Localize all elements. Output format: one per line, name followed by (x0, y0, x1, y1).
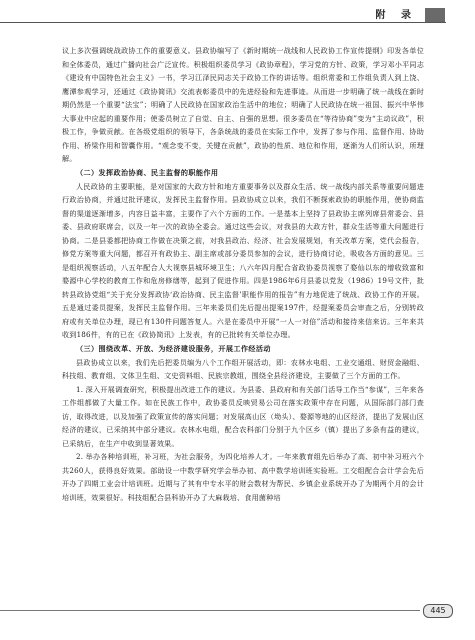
paragraph-4: 1. 深入开展调查研究，积极提出改进工作的建议。为县委、县政府和有关部门活导工作当“参谋”，三年来各工作组都做了大量工作。如在民族工作中，政协委员反映贸易公司在落实政策中存在问题，从国际部门部门查访，取得改进，以及加强了政策宣传的落实问题；对发展高山区（坳头）、婺源等地的山区经济，提出了发展山区经济的建议，已采纳其中部分建议。农林水电组，配合农科部门分别于九个区乡（镇）提出了多条有益的建议，已采纳后，在生产中收到显著效果。 (62, 384, 424, 448)
section-heading-3: （三）围绕改革、开放、为经济建设服务，开展工作经活动 (76, 343, 271, 353)
header-tab-marker (425, 8, 445, 22)
page-body (62, 44, 424, 504)
paragraph-1: 议上多次强调统战政协工作的重要意义。县政协编写了《新时期统一战线和人民政协工作宣传提纲》印发各单位和全体委员，通过广播向社会广泛宣传。积极组织委员学习《政协章程》，学习党的方针、政策，学习邓小平同志《建设有中国特色社会主义》一书，学习江泽民同志关于政协工作的讲话等。组织常委和工作组负责人到上饶、鹰潭参观学习，还通过《政协简讯》交流表彰委员中的先进经验和先进事迹。从而进一步明确了统一战线在新时期仍然是一个重要“法宝”；明确了人民政协在国家政治生活中的地位；明确了人民政协在统一祖国、振兴中华伟大事业中应起的重要作用；使委员树立了自觉、自主、自强的思想。很多委员在“等待协商”变为“主动议政”，积极工作，争做贡献。在各级党组织的领导下，各条统战的委员在实际工作中，发挥了参与作用、监督作用、协助作用、桥梁作用和智囊作用。“观念变不变，关键在贡献”，政协的性质、地位和作用，逐渐为人们所认识，所理解。 (62, 46, 424, 163)
page-number: 445 (423, 604, 453, 618)
header-rule (0, 22, 446, 23)
running-header: 附 录 (375, 10, 417, 21)
paragraph-3: 县政协成立以来，我们先后把委员编为八个工作组开展活动，即：农林水电组、工业交通组、财贸金融组、科技组、教育组、文体卫生组、文史资料组、民族宗教组，围绕全县经济建设，主要做了三个方面的工作。 (62, 357, 424, 380)
section-heading-2: （二）发挥政治协商、民主监督的职能作用 (76, 167, 219, 177)
paragraph-2: 人民政协的主要职能，是对国家的大政方针和地方重要事务以及群众生活、统一战线内部关系等重要问题进行政治协商，并通过批评建议，发挥民主监督作用。县政协成立以来，我们不断探索政协的职能作用，使协商监督的渠道逐渐增多，内容日益丰富，主要作了六个方面的工作。一是基本上坚持了县政协主席列席县常委会、县委、县政府联席会，以及一年一次的政协全委会。通过这些会议，对我县的大政方针，群众生活等重大问题进行协商。二是县委都把协商工作做在决策之前，对我县政治、经济、社会发展规划，有关改革方案，党代会报告，修党方案等重大问题，都召开有政协主、副主席或部分委员参加的会议，进行协商讨论，吸收各方面的意见。三是组织视察活动，八五年配合人大视察县城环境卫生；八六年四月配合省政协委员视察了婺仙以东的增收致富和婺源中心学校的教育工作和危房修缮等，起到了促进作用。四是1986年6月县委以党发（1986）19号文件，批转县政协党组“关于充分发挥政协‘政治协商、民主监督’职能作用的报告”有力地促进了统战、政协工作的开展。五是通过委员提案，发挥民主监督作用。三年来委员们先后提出提案197件，经提案委员会审查之后，分别转政府或有关单位办理，现已有130件问题答复人。六是在委员中开展“一人一对倍”活动和接待来信来访。三年来共收到186件，有的已在《政协简讯》上发表，有的已批转有关单位办理。 (62, 181, 424, 339)
paragraph-5: 2. 举办各种培训班，补习班，为社会服务，为四化培养人才。一年来教育组先后举办了高、初中补习班六个共260人，获得良好效果。部助设一中数学研究学会举办初、高中数学培训班实验班。工交组配合会计学会先后开办了四期工业会计培训班。近期与了其有中专水平的财会数材为帮民、乡镇企业系统开办了为期两个月的会计培训班，效果很好。科技组配合县科协开办了大麻栽培、食用菌种培 (62, 452, 424, 502)
footer-rule (0, 610, 420, 611)
